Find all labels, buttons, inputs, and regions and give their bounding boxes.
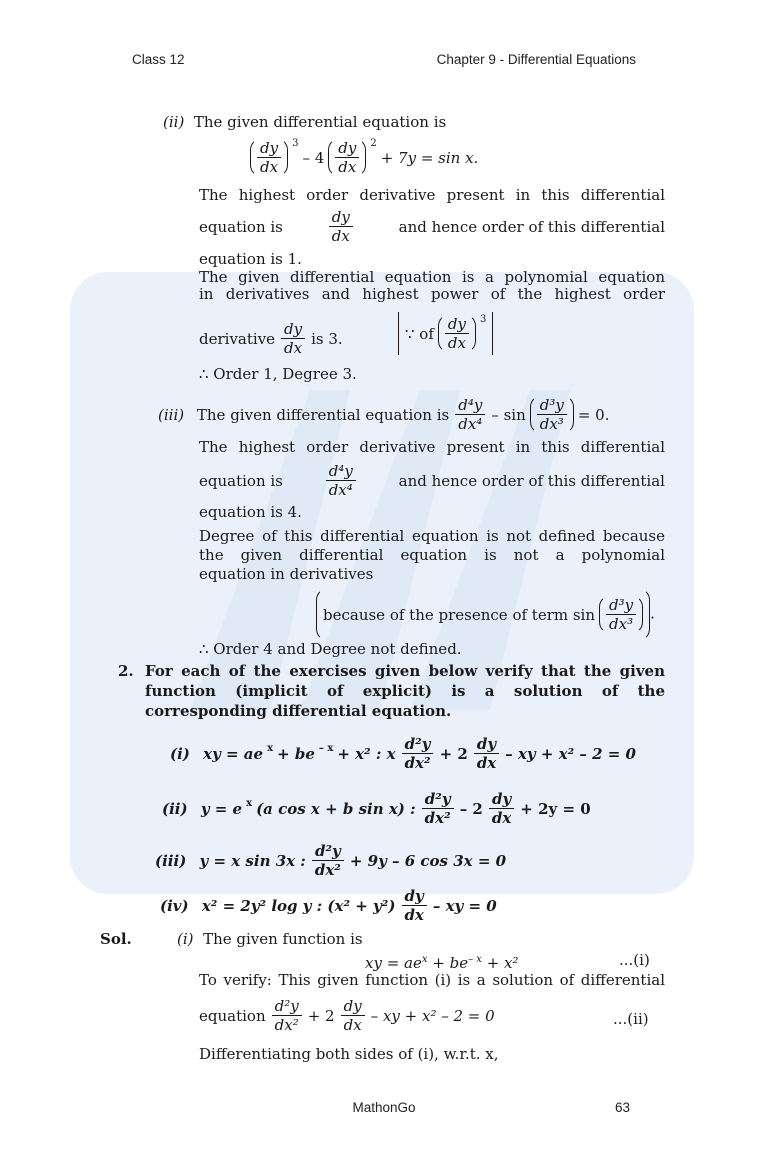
sol-equation: equation $\frac{\text{d²y}}{\text{dx²}}$ + 2 $\frac{dy}{dx}$ – xy + x² – 2 = 0 <box>199 997 495 1034</box>
q2-iii: (iii) y = x sin 3x : $\frac{\text{d²y}}{\text{dx²}}$ + 9y – 6 cos 3x = 0 <box>155 842 507 879</box>
part-iii-hod-line: The highest order derivative present in this differential <box>199 438 665 456</box>
part-ii-hod-line: The highest order derivative present in this differential <box>199 186 665 204</box>
q2-i: (i) xy = ae $^x$ + be $^{- x}$ + x² : x $\frac{\text{d²y}}{\text{dx²}}$ + 2 $\frac{dy}{dx}$ – xy + x² – 2 = 0 <box>170 735 636 772</box>
part-iii-because: because of the presence of term sin $\frac{\text{d³y}}{\text{dx³}}$ . <box>316 588 655 641</box>
part-ii-because: ∵ of $\frac{dy}{dx}$ $^3$ <box>398 312 493 355</box>
part-ii-intro: (ii) The given differential equation is <box>163 113 447 131</box>
sol-func: xy = $ae^x + be^{- x} + x^2$ <box>365 954 519 972</box>
q2-number: 2. <box>118 662 134 680</box>
sol-i-given: (i) The given function is <box>177 930 363 948</box>
part-iii-eq-is: equation is $\frac{\text{d⁴y}}{\text{dx⁴}}$ and hence order of this differential <box>199 462 665 499</box>
q2-line1: For each of the exercises given below verify that the given <box>145 662 665 680</box>
part-ii-conclusion: ∴ Order 1, Degree 3. <box>199 365 357 383</box>
sol-tag-ii: ...(ii) <box>613 1010 649 1028</box>
q2-line2: function (implicit of explicit) is a solution of the <box>145 682 665 700</box>
part-iii-intro: (iii) The given differential equation is $\frac{\text{d⁴y}}{\text{dx⁴}}$ – sin $\frac{\text{d³y}}{\text{dx³}}$ = 0. <box>158 396 610 433</box>
q2-line3: corresponding differential equation. <box>145 702 452 720</box>
q2-ii: (ii) y = e $^x$ (a cos x + b sin x) : $\frac{\text{d²y}}{\text{dx²}}$ – 2 $\frac{dy}{dx}$ + 2y = 0 <box>162 790 591 827</box>
part-ii-poly1: The given differential equation is a polynomial equation <box>199 268 665 286</box>
part-ii-eq-is: equation is $\frac{dy}{dx}$ and hence order of this differential <box>199 208 665 245</box>
sol-tag-i: ...(i) <box>619 951 650 969</box>
part-iii-order4: equation is 4. <box>199 503 302 521</box>
part-ii-derivative: derivative $\frac{dy}{dx}$ is 3. <box>199 320 343 357</box>
page-number: 63 <box>614 1100 630 1115</box>
sol-label: Sol. <box>100 930 132 948</box>
sol-verify: To verify: This given function (i) is a solution of differential <box>199 971 665 989</box>
footer-brand: MathonGo <box>352 1100 416 1115</box>
part-ii-equation: $\frac{dy}{dx}$ $^3$ – 4 $\frac{dy}{dx}$ $^2$ + 7y = sin x. <box>250 138 478 177</box>
part-ii-order1: equation is 1. <box>199 250 302 268</box>
part-iii-deg3: equation in derivatives <box>199 565 374 583</box>
header-class: Class 12 <box>132 52 185 67</box>
part-iii-conclusion: ∴ Order 4 and Degree not defined. <box>199 640 462 658</box>
q2-iv: (iv) x² = 2y² log y : (x² + y²) $\frac{dy}{dx}$ – xy = 0 <box>160 887 497 924</box>
part-ii-poly2: in derivatives and highest power of the highest order <box>199 285 665 303</box>
sol-diff: Differentiating both sides of (i), w.r.t. x, <box>199 1045 499 1063</box>
header-chapter: Chapter 9 - Differential Equations <box>436 52 636 67</box>
part-iii-deg2: the given differential equation is not a polynomial <box>199 546 665 564</box>
part-iii-deg1: Degree of this differential equation is not defined because <box>199 527 665 545</box>
